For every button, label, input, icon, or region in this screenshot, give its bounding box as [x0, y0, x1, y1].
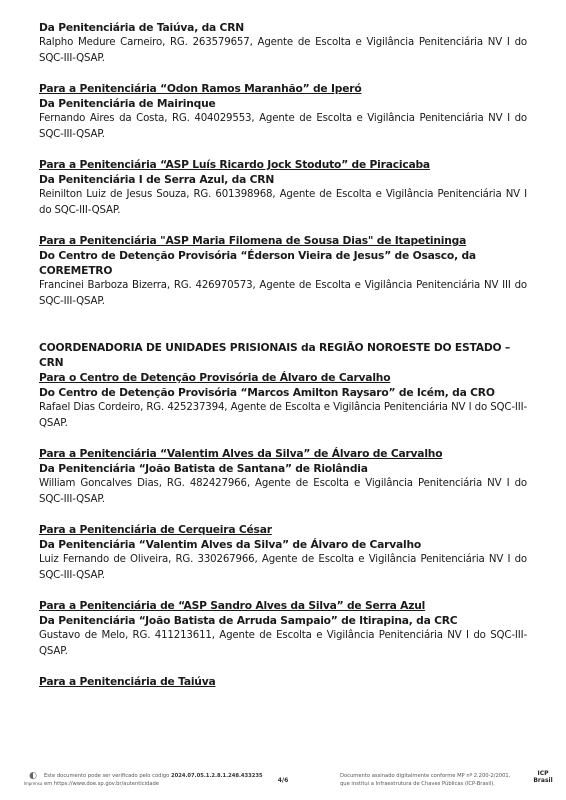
verify-prefix: Este documento pode ser verificado pelo código: [44, 773, 172, 779]
destination-heading: Para a Penitenciária de Taiúva: [39, 675, 216, 688]
signature-line-2: que institui a Infraestrutura de Chaves Públicas (ICP-Brasil).: [340, 781, 495, 787]
page-footer: [0, 768, 566, 800]
origin-heading: Do Centro de Detenção Provisória “Marcos Amilton Raysaro” de Icém, da CRO: [39, 386, 495, 399]
transfer-text: William Goncalves Dias, RG. 482427966, Agente de Escolta e Vigilância Penitenciária NV I do SQC-III-QSAP.: [39, 478, 527, 505]
destination-heading: Para a Penitenciária “Valentim Alves da Silva” de Álvaro de Carvalho: [39, 447, 443, 460]
destination-heading: Para a Penitenciária “ASP Luís Ricardo Jock Stoduto” de Piracicaba: [39, 158, 430, 171]
imprensa-logo-text: Imprensa: [23, 781, 43, 786]
coordination-heading: COORDENADORIA DE UNIDADES PRISIONAIS da REGIÃO NOROESTE DO ESTADO – CRN: [39, 341, 511, 369]
icp-brasil-logo: [530, 770, 556, 784]
section-1: [39, 81, 527, 143]
origin-heading: Da Penitenciária “João Batista de Arruda Sampaio” de Itirapina, da CRC: [39, 614, 458, 627]
section-4: [39, 340, 527, 432]
origin-heading: Da Penitenciária de Taiúva, da CRN: [39, 21, 244, 34]
section-2: [39, 157, 527, 219]
transfer-text: Rafael Dias Cordeiro, RG. 425237394, Agente de Escolta e Vigilância Penitenciária NV I do SQC-III-QSAP.: [39, 402, 527, 429]
icp-logo-line-2: Brasil: [533, 777, 553, 784]
section-6: [39, 522, 527, 584]
icp-logo-line-1: ICP: [537, 770, 549, 777]
section-8: [39, 674, 527, 689]
signature-note: [340, 772, 530, 788]
destination-heading: Para o Centro de Detenção Provisória de Álvaro de Carvalho: [39, 371, 391, 384]
imprensa-logo: [22, 771, 44, 786]
destination-heading: Para a Penitenciária de Cerqueira César: [39, 523, 272, 536]
destination-heading: Para a Penitenciária "ASP Maria Filomena de Sousa Dias" de Itapetininga: [39, 234, 467, 247]
verification-url[interactable]: em https://www.doe.sp.gov.br/autenticidade: [44, 781, 159, 787]
origin-heading: Da Penitenciária I de Serra Azul, da CRN: [39, 173, 275, 186]
transfer-text: Francinei Barboza Bizerra, RG. 426970573, Agente de Escolta e Vigilância Penitenciária NV III do SQC-III-QSAP.: [39, 280, 527, 307]
destination-heading: Para a Penitenciária “Odon Ramos Maranhão” de Iperó: [39, 82, 362, 95]
section-7: [39, 598, 527, 660]
verification-code: 2024.07.05.1.2.8.1.248.433235: [171, 773, 263, 779]
transfer-text: Luiz Fernando de Oliveira, RG. 330267966, Agente de Escolta e Vigilância Penitenciária NV I do SQC-III-QSAP.: [39, 554, 527, 581]
origin-heading: Da Penitenciária “João Batista de Santana” de Riolândia: [39, 462, 368, 475]
verification-note: [44, 772, 284, 788]
document-content: [39, 20, 527, 703]
origin-heading: Da Penitenciária de Mairinque: [39, 97, 216, 110]
section-0: [39, 20, 527, 67]
transfer-text: Ralpho Medure Carneiro, RG. 263579657, Agente de Escolta e Vigilância Penitenciária NV I do SQC-III-QSAP.: [39, 37, 527, 64]
origin-heading: Da Penitenciária “Valentim Alves da Silva” de Álvaro de Carvalho: [39, 538, 422, 551]
section-5: [39, 446, 527, 508]
transfer-text: Gustavo de Melo, RG. 411213611, Agente de Escolta e Vigilância Penitenciária NV I do SQC-III-QSAP.: [39, 630, 527, 657]
imprensa-logo-icon: ◐: [29, 771, 37, 781]
transfer-text: Reinilton Luiz de Jesus Souza, RG. 601398968, Agente de Escolta e Vigilância Penitenciária NV I do SQC-III-QSAP.: [39, 189, 527, 216]
destination-heading: Para a Penitenciária de “ASP Sandro Alves da Silva” de Serra Azul: [39, 599, 426, 612]
signature-line-1: Documento assinado digitalmente conforme MP nº 2.200-2/2001,: [340, 773, 511, 779]
origin-heading: Do Centro de Detenção Provisória “Éderson Vieira de Jesus” de Osasco, da COREMETRO: [39, 249, 476, 277]
section-3: [39, 233, 527, 310]
transfer-text: Fernando Aires da Costa, RG. 404029553, Agente de Escolta e Vigilância Penitenciária NV I do SQC-III-QSAP.: [39, 113, 527, 140]
page-number: 4/6: [277, 777, 289, 784]
